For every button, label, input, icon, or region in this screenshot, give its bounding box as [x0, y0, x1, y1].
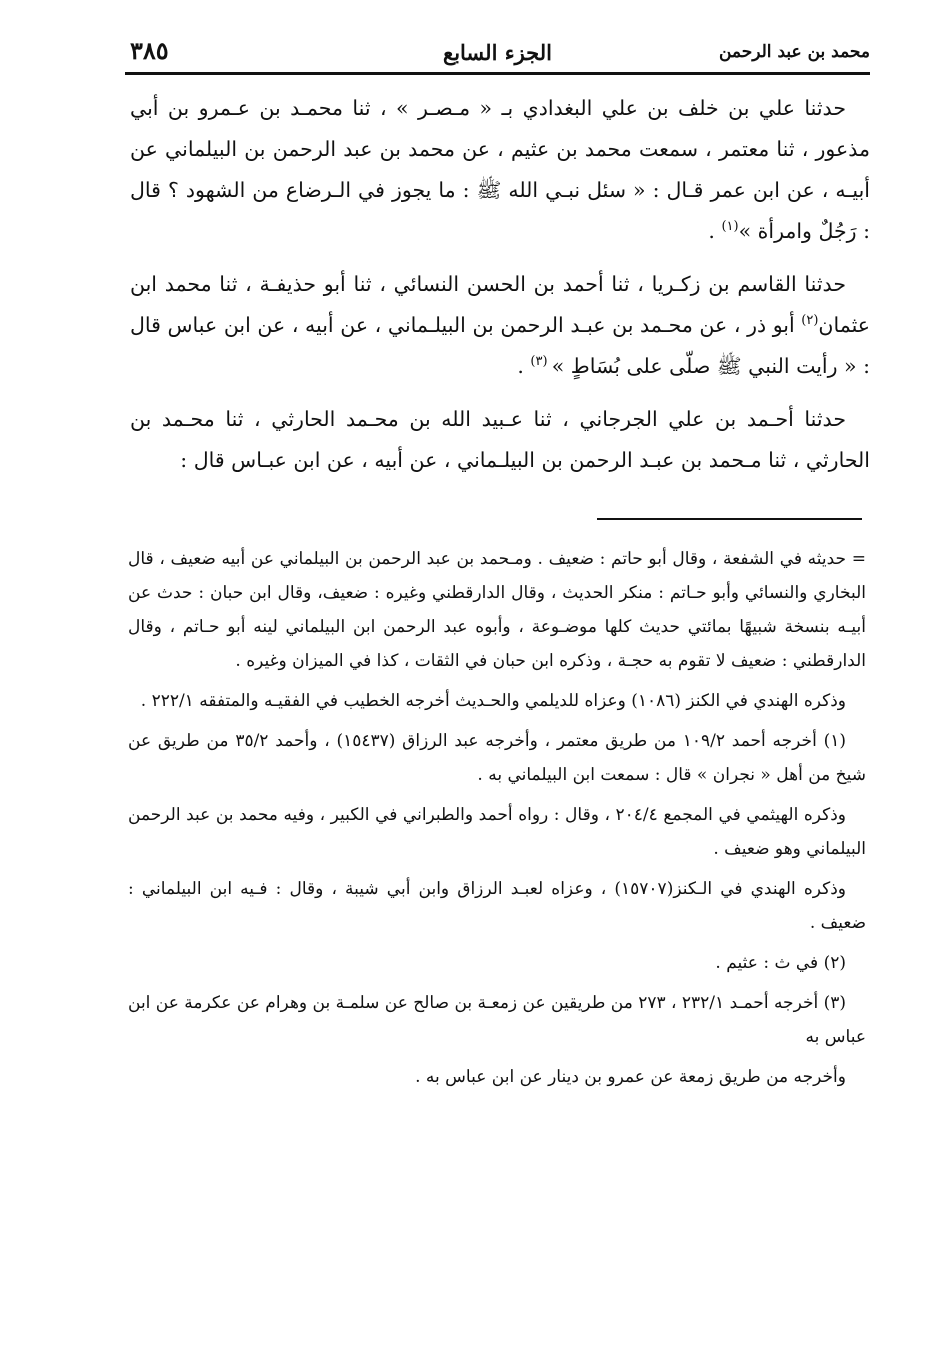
running-title: محمد بن عبد الرحمن [718, 42, 870, 62]
footnote-ref-1[interactable]: (١) [721, 219, 739, 235]
footnote-3: (٣) أخرجه أحمـد ٢٣٢/١ ، ٢٧٣ من طريقين عن زمعـة بن صالح عن سلمـة بن وهرام عن عكرمة عن ابن عباس به [128, 993, 866, 1047]
footnote-paragraph: وأخرجه من طريق زمعة عن عمرو بن دينار عن ابن عباس به . [415, 1067, 846, 1087]
hadith-paragraph-2: حدثنا القاسم بن زكـريا ، ثنا أحمد بن الحسن النسائي ، ثنا أبو حذيفـة ، ثنا محمد ابن عثمان$^{(٢)}$ أبو ذر ، عن محـمد بن عبـد الرحمن بن البيلـماني ، عن أبيه ، عن ابن عباس قال : « رأيت النبي ﷺ صلّى على بُسَاطٍ » $^{(٣)}$ . [130, 272, 870, 378]
footnote-continuation: = حديثه في الشفعة ، وقال أبو حاتم : ضعيف . ومـحمد بن عبد الرحمن بن البيلماني عن أبيه ضعيف ، قال البخاري والنسائي وأبو حـاتم : منكر الحديث ، وقال الدارقطني وغيره : ضعيف، وقال ابن حبان : حدث عن أبيـه بنسخة شبيهًا بمائتي حديث كلها موضـوعة ، وأبوه عبد الرحمن ابن البيلماني لينه أبو حـاتم ، وقال الدارقطني : ضعيف لا تقوم به حجـة ، وذكره ابن حبان في الثقات ، كذا في الميزان وغيره . [128, 549, 866, 671]
footnote-1: (١) أخرجه أحمد ١٠٩/٢ من طريق معتمر ، وأخرجه عبد الرزاق (١٥٤٣٧) ، وأحمد ٣٥/٢ من طريق عن شيخ من أهل « نجران » قال : سمعت ابن البيلماني به . [128, 731, 866, 785]
footnote-ref-3[interactable]: (٣) [530, 354, 552, 370]
footnote-paragraph: وذكره الهندي في الكنز (١٠٨٦) وعزاه للديلمي والحـديث أخرجه الخطيب في الفقيـه والمتفقه ٢٢٢/١ . [140, 691, 846, 711]
footnote-paragraph: وذكره الهندي في الـكنز(١٥٧٠٧) ، وعزاه لعبـد الرزاق وابن أبي شيبة ، وقال : فـيه ابن البيلماني : ضعيف . [128, 879, 866, 933]
page-number: ٣٨٥ [130, 36, 169, 65]
footnote-paragraph: وذكره الهيثمي في المجمع ٢٠٤/٤ ، وقال : رواه أحمد والطبراني في الكبير ، وفيه محمد بن عبد الرحمن البيلماني وهو ضعيف . [128, 805, 866, 859]
footnote-2: (٢) في ث : عثيم . [715, 953, 846, 973]
hadith-paragraph-1: حدثنا علي بن خلف بن علي البغدادي بـ « مـصـر » ، ثنا محمـد بن عـمرو بن أبي مذعور ، ثنا معتمر ، سمعت محمد بن عثيم ، عن محمد بن عبد الرحمن بن البيلماني عن أبيـه ، عن ابن عمر قـال : « سئل نبـي الله ﷺ : ما يجوز في الـرضاع من الشهود ؟ قال : رَجُلٌ وامرأة »$^{(١)}$ . [130, 96, 870, 243]
footnote-divider [597, 518, 862, 520]
hadith-paragraph-3: حدثنا أحـمد بن علي الجرجاني ، ثنا عـبيد الله بن محـمد الحارثي ، ثنا محـمد بن الحارثي ، ثنا مـحمد بن عبـد الرحمن بن البيلـماني ، عن أبيه ، عن ابن عبـاس قال : [130, 407, 870, 472]
footnotes [128, 542, 866, 1100]
header-divider [125, 72, 870, 75]
footnote-ref-2[interactable]: (٢) [801, 313, 819, 329]
page-header [125, 30, 870, 70]
main-text [130, 88, 870, 493]
volume-title: الجزء السابع [443, 40, 552, 65]
